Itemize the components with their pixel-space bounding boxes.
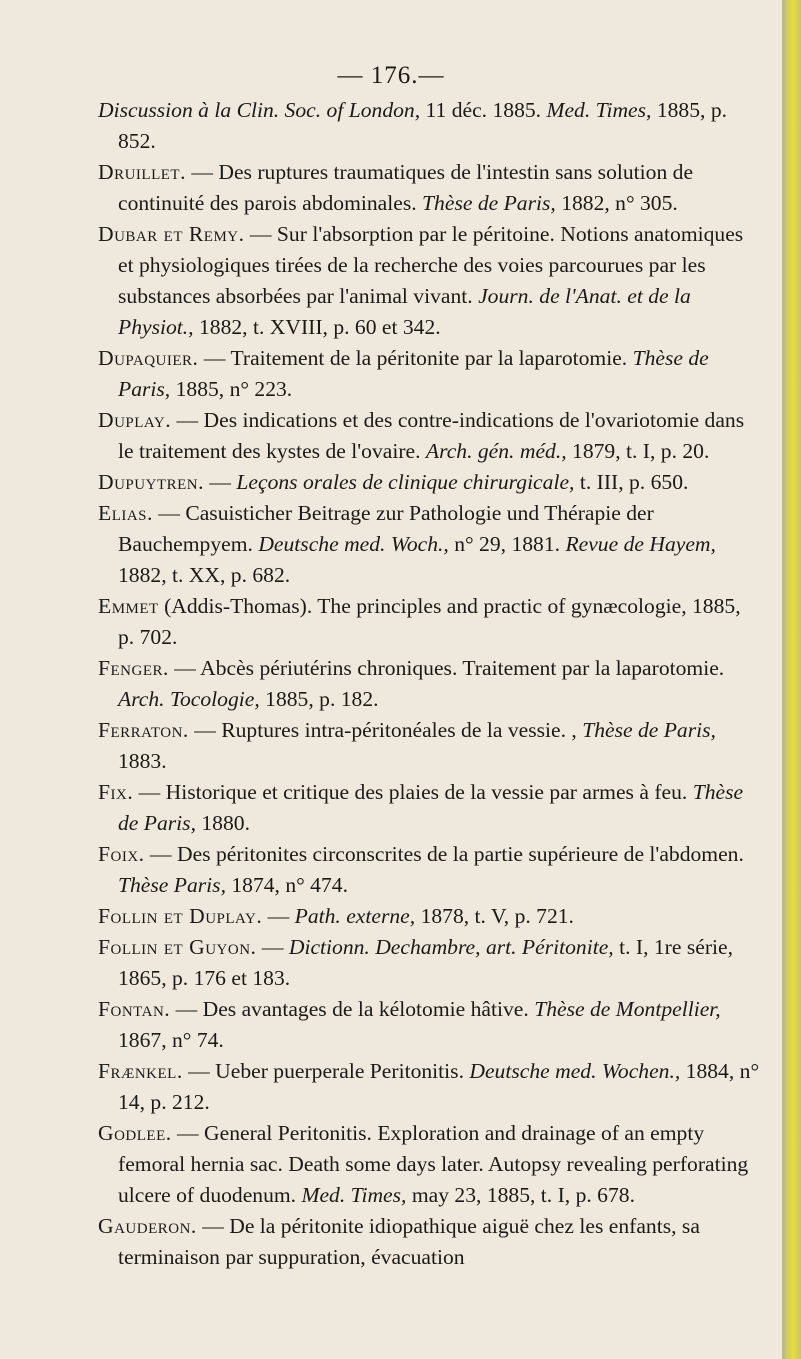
bibliography-entry — [98, 1118, 760, 1211]
bibliography-entry — [98, 498, 760, 591]
bibliography-entry — [98, 591, 760, 653]
entry-text: — Des péritonites circonscrites de la partie supérieure de l'abdomen. — [144, 842, 744, 866]
entry-text: — Traitement de la péritonite par la laparotomie. — [198, 346, 633, 370]
entry-details-secondary: 1885, p. 852. — [118, 98, 728, 153]
entry-author: Druillet. — [98, 160, 186, 184]
bibliography-entry — [98, 1211, 760, 1273]
entry-text: — Des indications et des contre-indications de l'ovariotomie dans le traitement des kystes de l'ovaire. — [118, 408, 745, 463]
bibliography-entry — [98, 994, 760, 1056]
entry-text: (Addis-Thomas). The principles and practic of gynæcologie, 1885, p. 702. — [118, 594, 741, 649]
entry-author: Follin et Duplay. — [98, 904, 263, 928]
entry-details: 1885, p. 182. — [259, 687, 379, 711]
entry-source-secondary: Med. Times, — [546, 98, 652, 122]
entry-source: Thèse de Paris, — [118, 346, 709, 401]
entry-author: Dupuytren. — [98, 470, 204, 494]
entry-source: Thèse de Paris, — [582, 718, 716, 742]
bibliography-entry — [98, 219, 760, 343]
entry-text: — Des avantages de la kélotomie hâtive. — [170, 997, 535, 1021]
bibliography-entry — [98, 653, 760, 715]
entry-source: Deutsche med. Wochen., — [469, 1059, 681, 1083]
entry-source: Deutsche med. Woch., — [258, 532, 449, 556]
entry-details: 1878, t. V, p. 721. — [415, 904, 574, 928]
bibliography-list — [98, 95, 760, 1273]
entry-details: 11 déc. 1885. — [420, 98, 547, 122]
entry-text: — — [256, 935, 289, 959]
entry-text: — Casuisticher Beitrage zur Pathologie und Thérapie der Bauchempyem. — [118, 501, 654, 556]
bibliography-entry — [98, 157, 760, 219]
entry-source: Journ. de l'Anat. et de la Physiot., — [118, 284, 691, 339]
bibliography-entry — [98, 405, 760, 467]
entry-source: Thèse de Montpellier, — [534, 997, 721, 1021]
entry-text: — De la péritonite idiopathique aiguë chez les enfants, sa terminaison par suppuration, évacuation — [118, 1214, 700, 1269]
entry-source: Dictionn. Dechambre, art. Péritonite, — [288, 935, 614, 959]
entry-details: 1884, n° 14, p. 212. — [118, 1059, 760, 1114]
entry-source: Thèse Paris, — [118, 873, 226, 897]
entry-details: 1883. — [118, 749, 167, 773]
entry-source: Leçons orales de clinique chirurgicale, — [236, 470, 575, 494]
bibliography-entry — [98, 1056, 760, 1118]
entry-source: Thèse de Paris, — [422, 191, 556, 215]
entry-author: Duplay. — [98, 408, 172, 432]
entry-details: 1874, n° 474. — [225, 873, 348, 897]
entry-details: n° 29, 1881. — [448, 532, 566, 556]
entry-author: Fontan. — [98, 997, 171, 1021]
entry-text: — Historique et critique des plaies de la vessie par armes à feu. — [133, 780, 693, 804]
entry-author: Dubar et Remy. — [98, 222, 245, 246]
entry-details: 1882, n° 305. — [555, 191, 678, 215]
entry-source: Path. externe, — [294, 904, 416, 928]
entry-author: Follin et Guyon. — [98, 935, 257, 959]
entry-author: Ferraton. — [98, 718, 189, 742]
entry-source: Thèse de Paris, — [118, 780, 744, 835]
bibliography-entry — [98, 343, 760, 405]
entry-details: 1880. — [195, 811, 250, 835]
entry-author: Fenger. — [98, 656, 169, 680]
bibliography-entry — [98, 95, 760, 157]
bibliography-entry — [98, 839, 760, 901]
entry-author: Fix. — [98, 780, 134, 804]
entry-author: Emmet — [98, 594, 159, 618]
entry-author: Godlee. — [98, 1121, 172, 1145]
entry-text: — Sur l'absorption par le péritoine. Notions anatomiques et physiologiques tirées de la recherche des voies parcourues par les substances absorbées par l'animal vivant. — [118, 222, 744, 308]
entry-details-secondary: 1882, t. XX, p. 682. — [118, 563, 291, 587]
entry-details: 1867, n° 74. — [118, 1028, 224, 1052]
entry-author: Dupaquier. — [98, 346, 199, 370]
entry-details: t. I, 1re série, 1865, p. 176 et 183. — [118, 935, 734, 990]
bibliography-entry — [98, 932, 760, 994]
bibliography-entry — [98, 467, 760, 498]
entry-author: Frænkel. — [98, 1059, 183, 1083]
entry-details: 1885, n° 223. — [170, 377, 293, 401]
entry-source: Med. Times, — [301, 1183, 407, 1207]
entry-source: Discussion à la Clin. Soc. of London, — [98, 98, 421, 122]
entry-source: Arch. gén. méd., — [425, 439, 567, 463]
entry-text: — Ruptures intra-péritonéales de la vessie. , — [188, 718, 583, 742]
entry-details: 1879, t. I, p. 20. — [566, 439, 710, 463]
entry-text: — Abcès périutérins chroniques. Traitement par la laparotomie. — [168, 656, 725, 680]
entry-details: t. III, p. 650. — [574, 470, 689, 494]
entry-text: — — [204, 470, 237, 494]
entry-text: — Des ruptures traumatiques de l'intestin sans solution de continuité des parois abdominales. — [118, 160, 694, 215]
entry-details: may 23, 1885, t. I, p. 678. — [406, 1183, 635, 1207]
entry-source-secondary: Revue de Hayem, — [565, 532, 716, 556]
entry-author: Elias. — [98, 501, 153, 525]
entry-author: Gauderon. — [98, 1214, 197, 1238]
entry-text: — General Peritonitis. Exploration and drainage of an empty femoral hernia sac. Death some days later. Autopsy revealing perforating ulcere of duodenum. — [118, 1121, 749, 1207]
page-edge — [782, 0, 801, 1359]
entry-text: — Ueber puerperale Peritonitis. — [182, 1059, 470, 1083]
page-number: — 176.— — [337, 62, 445, 89]
bibliography-entry — [98, 777, 760, 839]
bibliography-entry — [98, 715, 760, 777]
entry-source: Arch. Tocologie, — [118, 687, 260, 711]
entry-author: Foix. — [98, 842, 145, 866]
bibliography-entry — [98, 901, 760, 932]
entry-details: 1882, t. XVIII, p. 60 et 342. — [193, 315, 441, 339]
entry-text: — — [262, 904, 295, 928]
